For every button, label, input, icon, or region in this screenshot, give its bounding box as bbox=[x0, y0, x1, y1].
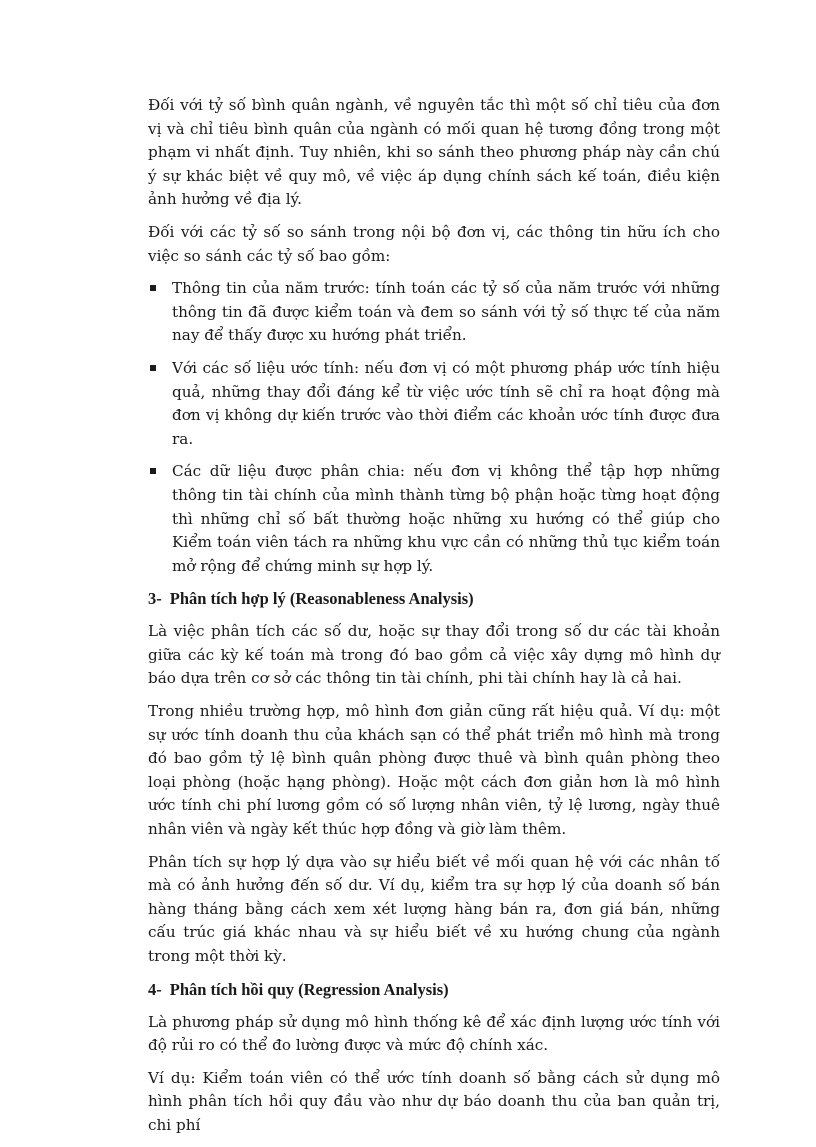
list-item-text: Các dữ liệu được phân chia: nếu đơn vị không thể tập hợp những thông tin tài chính của mình thành từng bộ phận hoặc từng hoạt động thì những chỉ số bất thường hoặc những xu hướng có thể giúp cho Kiểm toán viên tách ra những khu vực cần có những thủ tục kiểm toán mở rộng để chứng minh sự hợp lý. bbox=[172, 462, 720, 575]
paragraph-reasonableness-definition: Là việc phân tích các số dư, hoặc sự thay đổi trong số dư các tài khoản giữa các kỳ kế toán mà trong đó bao gồm cả việc xây dựng mô hình dự báo dựa trên cơ sở các thông tin tài chính, phi tài chính hay là cả hai. bbox=[148, 622, 720, 688]
square-bullet-icon bbox=[150, 468, 156, 474]
paragraph-industry-ratio: Đối với tỷ số bình quân ngành, về nguyên tắc thì một số chỉ tiêu của đơn vị và chỉ tiêu bình quân của ngành có mối quan hệ tương đồng trong một phạm vi nhất định. Tuy nhiên, khi so sánh theo phương pháp này cần chú ý sự khác biệt về quy mô, về việc áp dụng chính sách kế toán, điều kiện ảnh hưởng về địa lý. bbox=[148, 96, 720, 209]
section-number: 4- bbox=[148, 979, 162, 999]
paragraph-regression-example: Ví dụ: Kiểm toán viên có thể ước tính doanh số bằng cách sử dụng mô hình phân tích hồi quy đầu vào như dự báo doanh thu của ban quản trị, chi phí bbox=[148, 1068, 720, 1134]
section-number: 3- bbox=[148, 589, 162, 609]
paragraph-reasonableness-example: Trong nhiều trường hợp, mô hình đơn giản cũng rất hiệu quả. Ví dụ: một sự ước tính doanh thu của khách sạn có thể phát triển mô hình mà trong đó bao gồm tỷ lệ bình quân phòng được thuê và bình quân phòng theo loại phòng (hoặc hạng phòng). Hoặc một cách đơn giản hơn là mô hình ước tính chi phí lương gồm có số lượng nhân viên, tỷ lệ lương, ngày thuê nhân viên và ngày kết thúc hợp đồng và giờ làm thêm. bbox=[148, 702, 720, 839]
list-item-text: Với các số liệu ước tính: nếu đơn vị có một phương pháp ước tính hiệu quả, những thay đổi đáng kể từ việc ước tính sẽ chỉ ra hoạt động mà đơn vị không dự kiến trước vào thời điểm các khoản ước tính được đưa ra. bbox=[172, 358, 720, 448]
section-title: Phân tích hợp lý (Reasonableness Analysis) bbox=[169, 589, 474, 609]
paragraph-internal-ratio: Đối với các tỷ số so sánh trong nội bộ đơn vị, các thông tin hữu ích cho việc so sánh các tỷ số bao gồm: bbox=[148, 222, 720, 265]
list-item bbox=[148, 277, 720, 348]
section-heading-reasonableness bbox=[148, 587, 720, 611]
bullet-list bbox=[148, 277, 720, 578]
paragraph-regression-definition: Là phương pháp sử dụng mô hình thống kê để xác định lượng ước tính với độ rủi ro có thể đo lường được và mức độ chính xác. bbox=[148, 1012, 720, 1055]
section-title: Phân tích hồi quy (Regression Analysis) bbox=[169, 979, 449, 999]
paragraph-reasonableness-basis: Phân tích sự hợp lý dựa vào sự hiểu biết về mối quan hệ với các nhân tố mà có ảnh hưởng đến số dư. Ví dụ, kiểm tra sự hợp lý của doanh số bán hàng tháng bằng cách xem xét lượng hàng bán ra, đơn giá bán, những cấu trúc giá khác nhau và sự hiểu biết về xu hướng chung của ngành trong một thời kỳ. bbox=[148, 852, 720, 965]
section-heading-regression bbox=[148, 978, 720, 1002]
list-item-text: Thông tin của năm trước: tính toán các tỷ số của năm trước với những thông tin đã được kiểm toán và đem so sánh với tỷ số thực tế của năm nay để thấy được xu hướng phát triển. bbox=[172, 279, 720, 345]
list-item bbox=[148, 357, 720, 451]
list-item bbox=[148, 460, 720, 578]
square-bullet-icon bbox=[150, 365, 156, 371]
square-bullet-icon bbox=[150, 285, 156, 291]
document-page bbox=[148, 94, 720, 1147]
